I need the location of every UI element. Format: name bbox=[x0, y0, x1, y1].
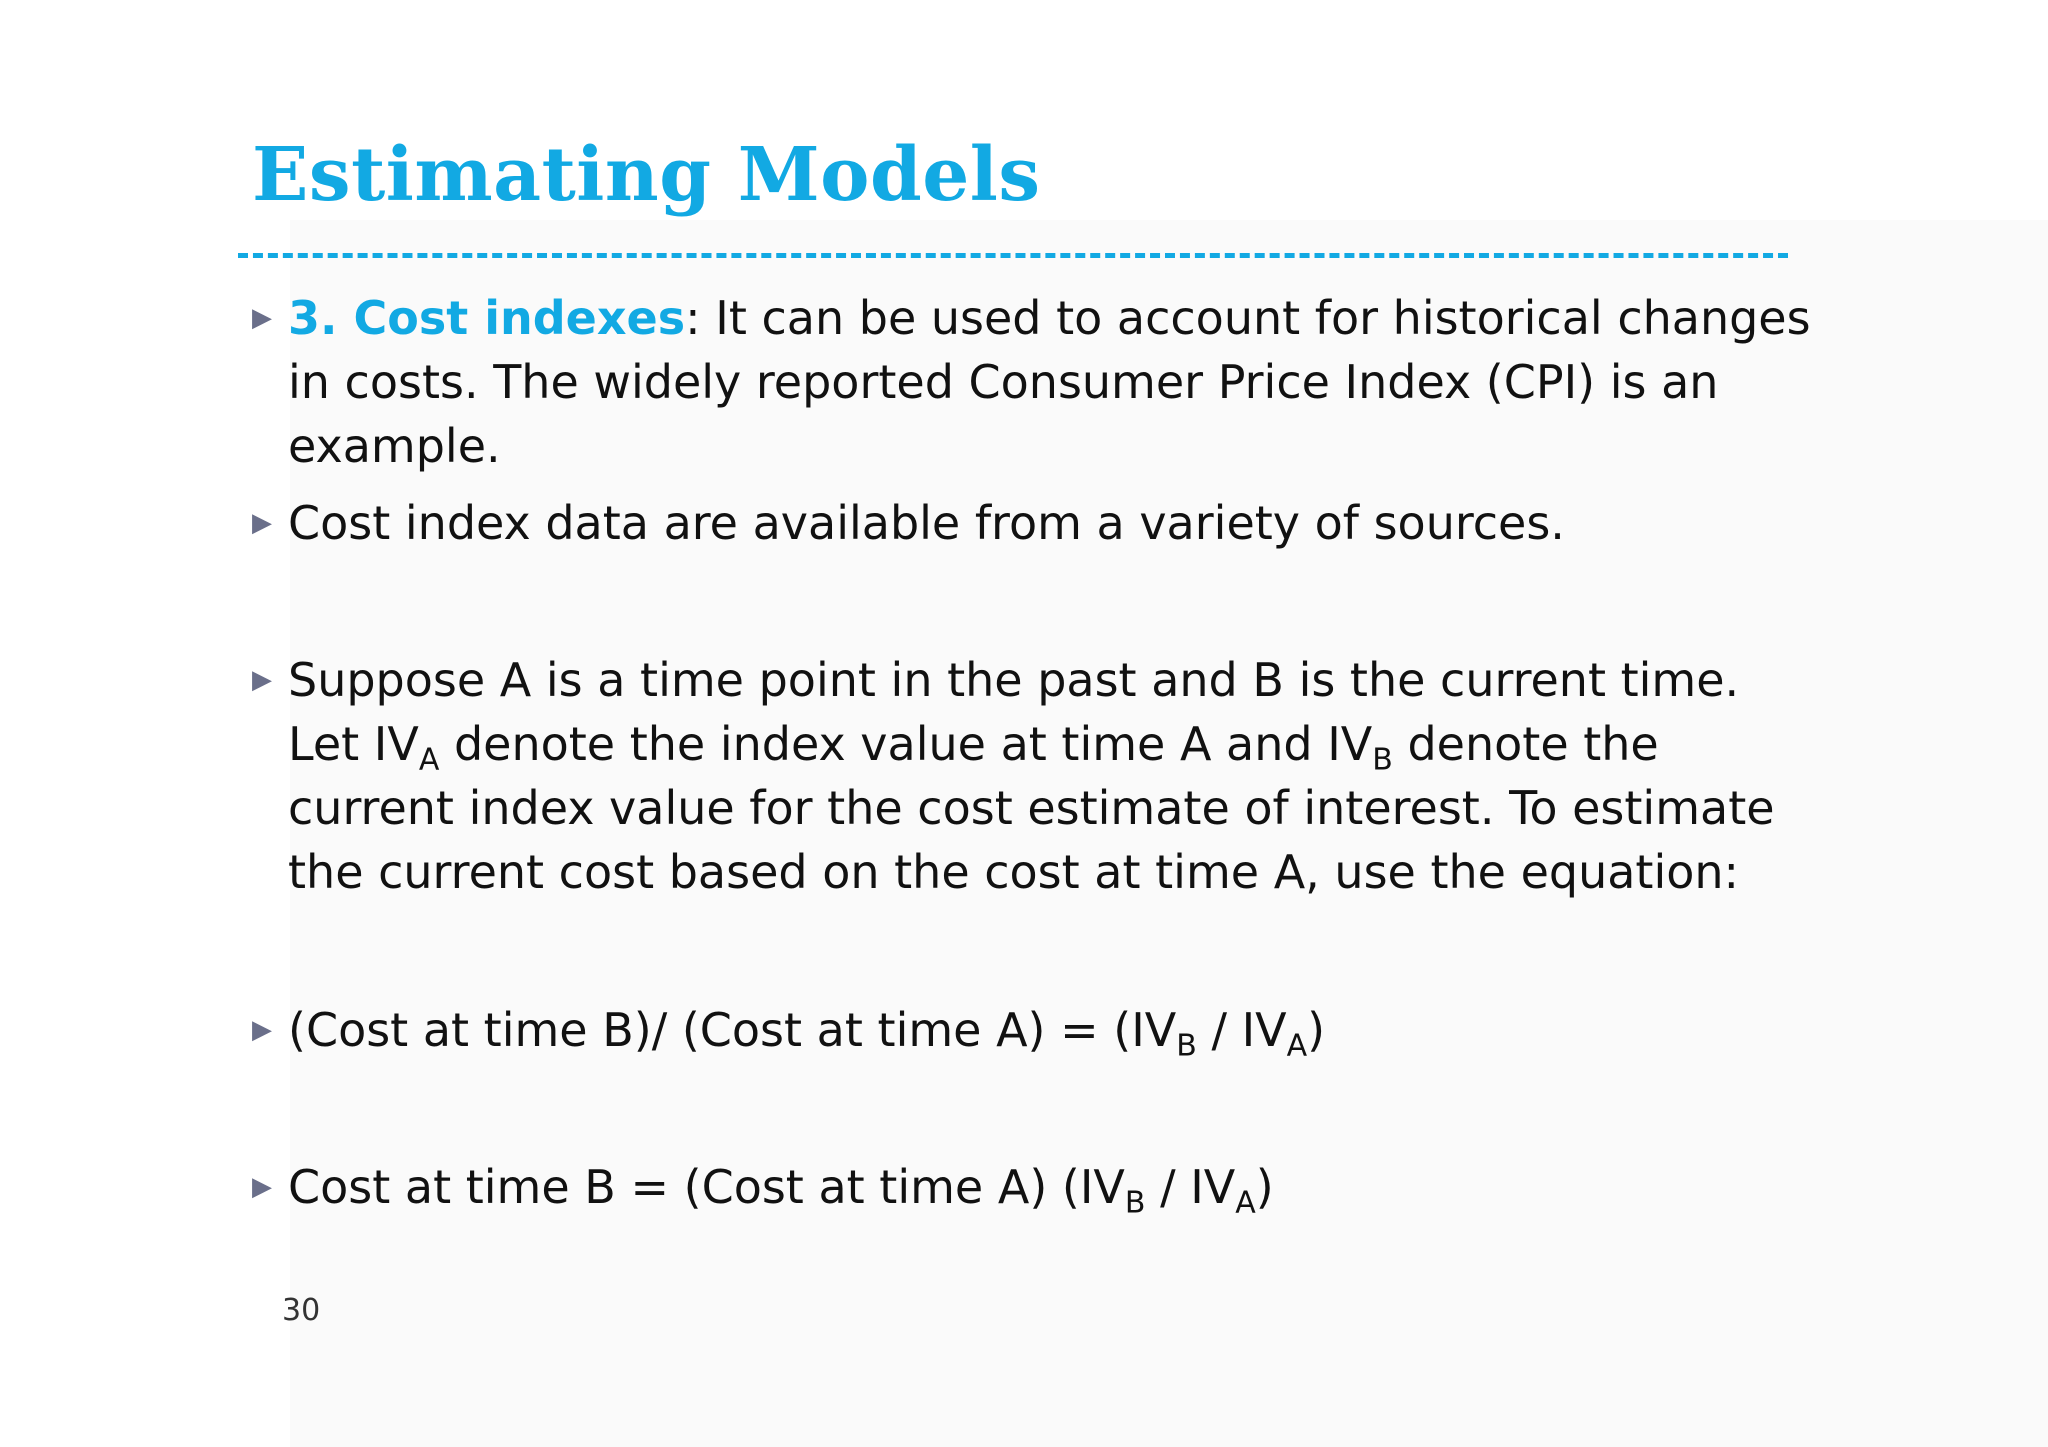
text-run: (Cost at time B)/ (Cost at time A) = (IV bbox=[288, 1003, 1177, 1057]
triangle-right-icon: ▶ bbox=[252, 1015, 272, 1045]
equation-text bbox=[288, 1155, 1818, 1219]
subscript-b: B bbox=[1372, 742, 1393, 778]
triangle-right-icon: ▶ bbox=[252, 665, 272, 695]
subscript-b: B bbox=[1124, 1185, 1146, 1221]
text-run: / IV bbox=[1145, 1160, 1236, 1214]
bullet-ratio-equation bbox=[252, 998, 1818, 1062]
bullet-text bbox=[288, 648, 1818, 904]
triangle-right-icon: ▶ bbox=[252, 303, 272, 333]
text-run: denote the current index value for the cost estimate of interest. To estimate the current cost based on the cost at time A, use the equation: bbox=[288, 717, 1775, 899]
bullet-time-points bbox=[252, 648, 1818, 904]
bullet-text bbox=[288, 286, 1818, 478]
bullet-lead-term: 3. Cost indexes bbox=[288, 291, 686, 345]
bullet-body: : It can be used to account for historical changes in costs. The widely reported Consumer Price Index (CPI) is an example. bbox=[288, 291, 1811, 473]
subscript-a: A bbox=[1235, 1185, 1256, 1221]
bullet-cost-indexes bbox=[252, 286, 1818, 478]
text-run: Cost at time B = (Cost at time A) (IV bbox=[288, 1160, 1125, 1214]
page-number: 30 bbox=[282, 1293, 321, 1328]
text-run: Suppose A is a time point in the past and B is the current time. Let IV bbox=[288, 653, 1740, 771]
equation-text bbox=[288, 998, 1818, 1062]
text-run: ) bbox=[1307, 1003, 1326, 1057]
bullet-data-sources bbox=[252, 491, 1818, 555]
bullet-cost-equation bbox=[252, 1155, 1818, 1219]
subscript-a: A bbox=[418, 742, 440, 778]
subscript-b: B bbox=[1176, 1028, 1197, 1064]
text-run: denote the index value at time A and IV bbox=[439, 717, 1373, 771]
slide-title: Estimating Models bbox=[252, 132, 1041, 218]
text-run: / IV bbox=[1196, 1003, 1287, 1057]
subscript-a: A bbox=[1286, 1028, 1308, 1064]
text-run: ) bbox=[1255, 1160, 1274, 1214]
triangle-right-icon: ▶ bbox=[252, 508, 272, 538]
triangle-right-icon: ▶ bbox=[252, 1172, 272, 1202]
bullet-text: Cost index data are available from a variety of sources. bbox=[288, 496, 1565, 550]
title-dashed-divider bbox=[238, 253, 1788, 258]
